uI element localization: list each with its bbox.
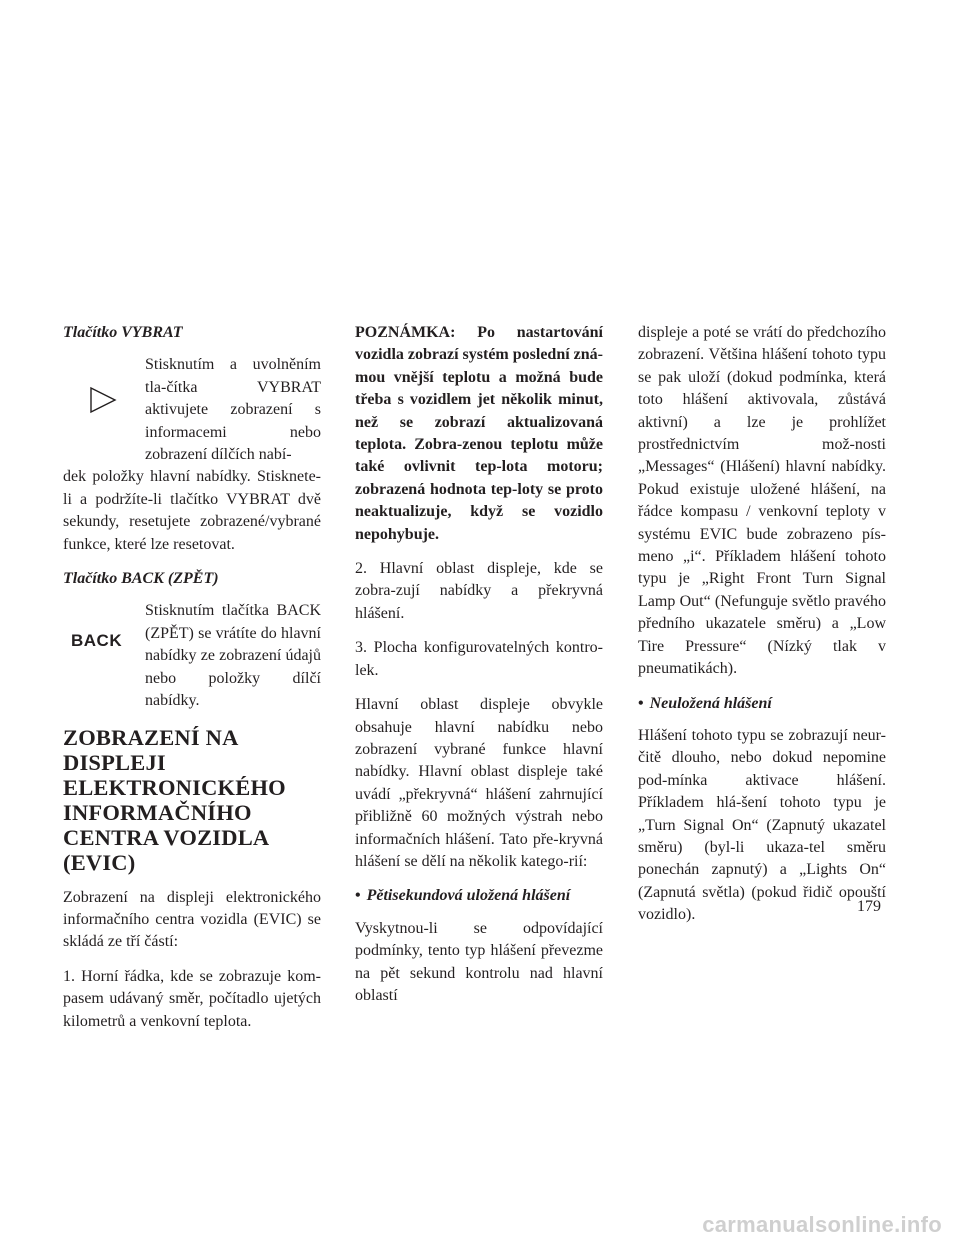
bullet-dot-icon: • <box>355 887 361 905</box>
select-button-block <box>63 354 321 466</box>
main-area-paragraph: Hlavní oblast displeje obvykle obsahuje hlavní nabídku nebo zobrazení vybrané funkce hlavní nabídky. Hlavní oblast displeje také uvádí „překryvná“ hlášení zahrnující přibližně 60 možných výstrah nebo informačních hlášení. Tato pře-kryvná hlášení se dělí na několik katego-rií: <box>355 696 603 870</box>
column-left <box>63 322 321 1045</box>
bullet-dot-icon: • <box>638 694 644 712</box>
select-triangle-icon <box>63 354 145 424</box>
five-second-messages-continued: displeje a poté se vrátí do předchozího zobrazení. Většina hlášení tohoto typu se pak uloží (dokud podmínka, která toto hlášení aktivovala, zůstává aktivní) a lze je prohlížet prostřednictvím mož-nosti „Messages“ (Hlášení) hlavní nabídky. Pokud existuje uložené hlášení, na řádce kompasu / venkovní teploty v systému EVIC bude zobrazeno pís-meno „i“. Příkladem hlášení tohoto typu je „Right Front Turn Signal Lamp Out“ (Nefunguje světlo pravého předního ukazatele směru) a „Low Tire Pressure“ (Nízký tlak v pneumatikách). <box>638 324 886 678</box>
five-second-messages-text: Vyskytnou-li se odpovídající podmínky, tento typ hlášení převezme na pět sekund kontrolu nad hlavní oblastí <box>355 919 603 1004</box>
column-middle <box>355 322 603 1019</box>
bullet-unstored-messages <box>638 693 886 715</box>
back-button-heading: Tlačítko BACK (ZPĚT) <box>63 570 219 588</box>
evic-item-1: 1. Horní řádka, kde se zobrazuje kom-pasem udávaný směr, počítadlo ujetých kilometrů a venkovní teplota. <box>63 967 321 1030</box>
section-title-line-1: ZOBRAZENÍ NA DISPLEJI <box>63 724 238 775</box>
back-label-icon <box>63 600 145 670</box>
select-button-text-continued: dek položky hlavní nabídky. Stisknete-li a podržíte-li tlačítko VYBRAT dvě sekundy, resetujete zobrazené/vybrané funkce, které lze resetovat. <box>63 468 321 553</box>
back-button-text: Stisknutím tlačítka BACK (ZPĚT) se vrátíte do hlavní nabídky ze zobrazení údajů nebo položky dílčí nabídky. <box>145 602 321 710</box>
evic-intro: Zobrazení na displeji elektronického informačního centra vozidla (EVIC) se skládá ze tří částí: <box>63 888 321 951</box>
watermark: carmanualsonline.info <box>702 1212 942 1237</box>
section-title <box>63 725 321 875</box>
select-button-text: Stisknutím a uvolněním tla-čítka VYBRAT aktivujete zobrazení s informacemi nebo zobrazení dílčích nabí- <box>145 356 321 464</box>
evic-item-2: 2. Hlavní oblast displeje, kde se zobra-zují nabídky a překryvná hlášení. <box>355 560 603 622</box>
unstored-messages-text: Hlášení tohoto typu se zobrazují neur-čitě dlouho, nebo dokud nepomine pod-mínka aktivace hlášení. Příkladem hlá-šení tohoto typu je „Turn Signal On“ (Zapnutý ukazatel směru) (byl-li ukaza-tel směru ponechán zapnutý) a „Lights On“ (Zapnutá světla) (pokud řidič opouští vozidlo). <box>638 726 886 924</box>
bullet-label: Neuložená hlášení <box>649 694 772 712</box>
note-paragraph: POZNÁMKA: Po nastartování vozidla zobrazí systém poslední zná-mou vnější teplotu a možná bude třeba s vozidlem jet několik minut, než se zobrazí aktualizovaná teplota. Zobra-zenou teplotu může také ovlivnit tep-lota motoru; zobrazená hodnota tep-loty se proto neaktualizuje, když se vozidlo nepohybuje. <box>355 324 603 543</box>
evic-item-3: 3. Plocha konfigurovatelných kontro-lek. <box>355 639 603 679</box>
section-title-line-3: INFORMAČNÍHO <box>63 799 252 825</box>
section-title-line-2: ELEKTRONICKÉHO <box>63 774 286 800</box>
bullet-five-second-messages <box>355 885 603 907</box>
select-button-heading: Tlačítko VYBRAT <box>63 324 183 341</box>
bullet-label: Pětisekundová uložená hlášení <box>366 887 571 905</box>
page-number: 179 <box>857 898 881 915</box>
section-title-line-4: CENTRA VOZIDLA (EVIC) <box>63 824 269 875</box>
column-right <box>638 322 886 939</box>
back-label: BACK <box>71 631 123 651</box>
back-button-block <box>63 600 321 712</box>
